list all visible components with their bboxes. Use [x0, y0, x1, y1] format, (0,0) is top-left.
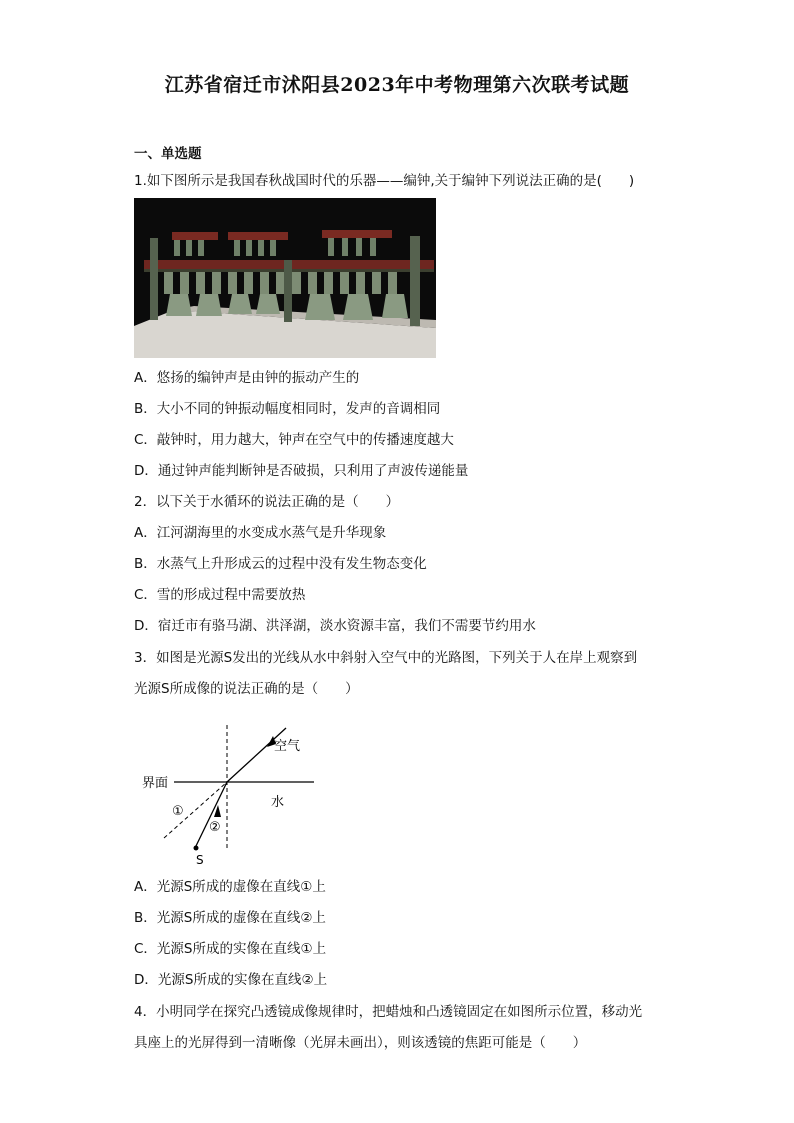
- incident-ray: [196, 782, 227, 846]
- label-source: S: [196, 853, 204, 867]
- bianzhong-photo: [134, 198, 436, 358]
- q1-stem: 1.如下图所示是我国春秋战国时代的乐器——编钟,关于编钟下列说法正确的是( ): [134, 173, 635, 189]
- q2-option-a: A．江河湖海里的水变成水蒸气是升华现象: [134, 525, 387, 541]
- q3-stem-line2: 光源S所成像的说法正确的是（ ）: [134, 681, 359, 697]
- q1-option-c: C．敲钟时，用力越大，钟声在空气中的传播速度越大: [134, 432, 454, 448]
- q3-option-d: D．光源S所成的实像在直线②上: [134, 972, 328, 988]
- q4-stem-line2: 具座上的光屏得到一清晰像（光屏未画出），则该透镜的焦距可能是（ ）: [134, 1035, 587, 1051]
- section-heading: 一、单选题: [134, 146, 202, 162]
- q3-option-c: C．光源S所成的实像在直线①上: [134, 941, 327, 957]
- q2-option-d: D．宿迁市有骆马湖、洪泽湖，淡水资源丰富，我们不需要节约用水: [134, 618, 536, 634]
- label-interface: 界面: [142, 776, 169, 791]
- q2-option-c: C．雪的形成过程中需要放热: [134, 587, 306, 603]
- q1-option-b: B．大小不同的钟振动幅度相同时，发声的音调相同: [134, 401, 441, 417]
- page-title: 江苏省宿迁市沭阳县2023年中考物理第六次联考试题: [164, 74, 630, 96]
- q2-option-b: B．水蒸气上升形成云的过程中没有发生物态变化: [134, 556, 427, 572]
- refraction-diagram: [134, 720, 334, 870]
- q2-stem: 2．以下关于水循环的说法正确的是（ ）: [134, 494, 400, 510]
- label-line-2: ②: [209, 820, 221, 835]
- refracted-ray: [227, 728, 286, 782]
- source-point: [194, 846, 199, 851]
- q3-stem-line1: 3．如图是光源S发出的光线从水中斜射入空气中的光路图，下列关于人在岸上观察到: [134, 650, 638, 666]
- q1-option-a: A．悠扬的编钟声是由钟的振动产生的: [134, 370, 360, 386]
- q1-option-d: D．通过钟声能判断钟是否破损，只利用了声波传递能量: [134, 463, 469, 479]
- label-line-1: ①: [172, 804, 184, 819]
- q3-option-b: B．光源S所成的虚像在直线②上: [134, 910, 326, 926]
- q4-stem-line1: 4．小明同学在探究凸透镜成像规律时，把蜡烛和凸透镜固定在如图所示位置，移动光: [134, 1004, 643, 1020]
- label-water: 水: [271, 795, 285, 810]
- label-air: 空气: [274, 739, 301, 754]
- q3-option-a: A．光源S所成的虚像在直线①上: [134, 879, 326, 895]
